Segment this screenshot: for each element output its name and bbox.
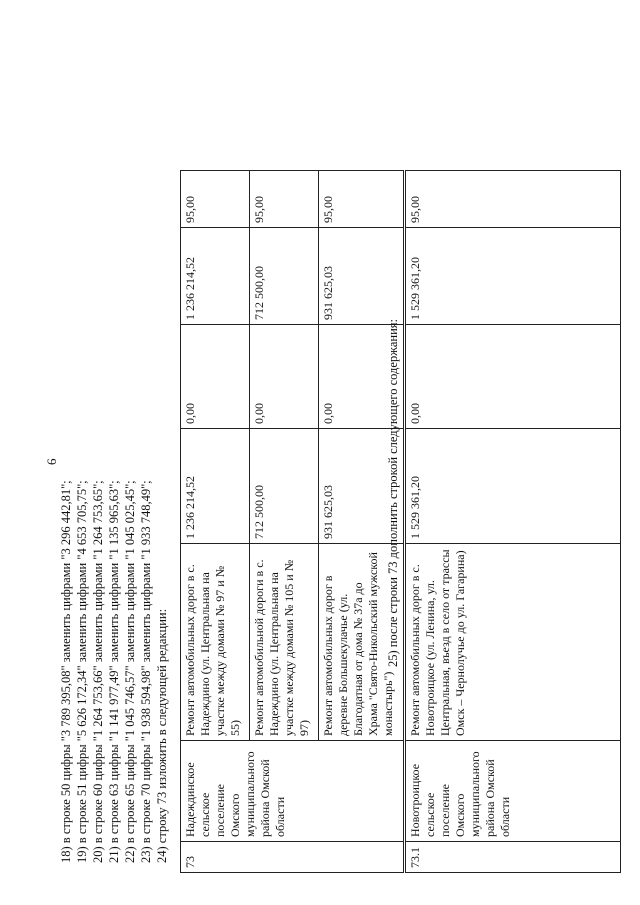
value-cell: 931 625,03: [319, 228, 404, 325]
value-cell: 1 236 214,52: [181, 429, 250, 544]
work-description: Ремонт автомобильных дорог в с. Новотроицкое (ул. Ленина, ул. Центральная, въезд в село от трассы Омск – Чернолучье до ул. Гагарина): [406, 544, 621, 741]
value-cell: 1 236 214,52: [181, 228, 250, 325]
value-cell: 712 500,00: [250, 228, 319, 325]
table-row-73-1: [405, 170, 621, 873]
value-cell: 95,00: [250, 171, 319, 228]
amendment-line: 24) строку 73 изложить в следующей редакции:: [155, 608, 169, 863]
work-description: Ремонт автомобильных дорог в деревне Большекулачье (ул. Благодатная от дома № 37а до Храма "Свято-Никольский мужской монастырь"): [319, 544, 404, 741]
table-row: [406, 171, 621, 873]
value-cell: 0,00: [181, 325, 250, 429]
amendment-25: 25) после строки 73 дополнить строкой следующего содержания:: [386, 319, 400, 667]
value-cell: 0,00: [406, 325, 621, 429]
amendment-line: 22) в строке 65 цифры "1 045 746,57" заменить цифрами "1 045 025,45";: [123, 480, 137, 863]
page-number: 6: [44, 458, 59, 465]
value-cell: 931 625,03: [319, 429, 404, 544]
table-row-73: [180, 170, 404, 873]
work-description: Ремонт автомобильных дорог в с. Надеждино (ул. Центральная на участке между домами № 97 и № 55): [181, 544, 250, 741]
value-cell: 95,00: [406, 171, 621, 228]
value-cell: 95,00: [319, 171, 404, 228]
amendment-list: [58, 480, 170, 863]
amendment-line: 18) в строке 50 цифры "3 789 395,08" заменить цифрами "3 296 442,81";: [59, 480, 73, 863]
row-number: 73.1: [406, 842, 621, 873]
value-cell: 0,00: [319, 325, 404, 429]
value-cell: 712 500,00: [250, 429, 319, 544]
work-description: Ремонт автомобильной дороги в с. Надеждино (ул. Центральная на участке между домами № 105 и № 97): [250, 544, 319, 741]
value-cell: 1 529 361,20: [406, 429, 621, 544]
amendment-line: 20) в строке 60 цифры "1 264 753,66" заменить цифрами "1 264 753,65";: [91, 480, 105, 863]
amendment-line: 21) в строке 63 цифры "1 141 977,49" заменить цифрами "1 135 965,63";: [107, 480, 121, 863]
row-number: 73: [181, 842, 404, 873]
amendment-line: 19) в строке 51 цифры "5 626 172,34" заменить цифрами "4 653 705,75";: [75, 480, 89, 863]
settlement-name: Надеждинское сельское поселение Омского муниципального района Омской области: [181, 741, 404, 842]
table-row: [181, 171, 250, 873]
value-cell: 1 529 361,20: [406, 228, 621, 325]
amendment-line: 23) в строке 70 цифры "1 938 594,98" заменить цифрами "1 933 748,49";: [139, 480, 153, 863]
value-cell: 95,00: [181, 171, 250, 228]
value-cell: 0,00: [250, 325, 319, 429]
settlement-name: Новотроицкое сельское поселение Омского муниципального района Омской области: [406, 741, 621, 842]
